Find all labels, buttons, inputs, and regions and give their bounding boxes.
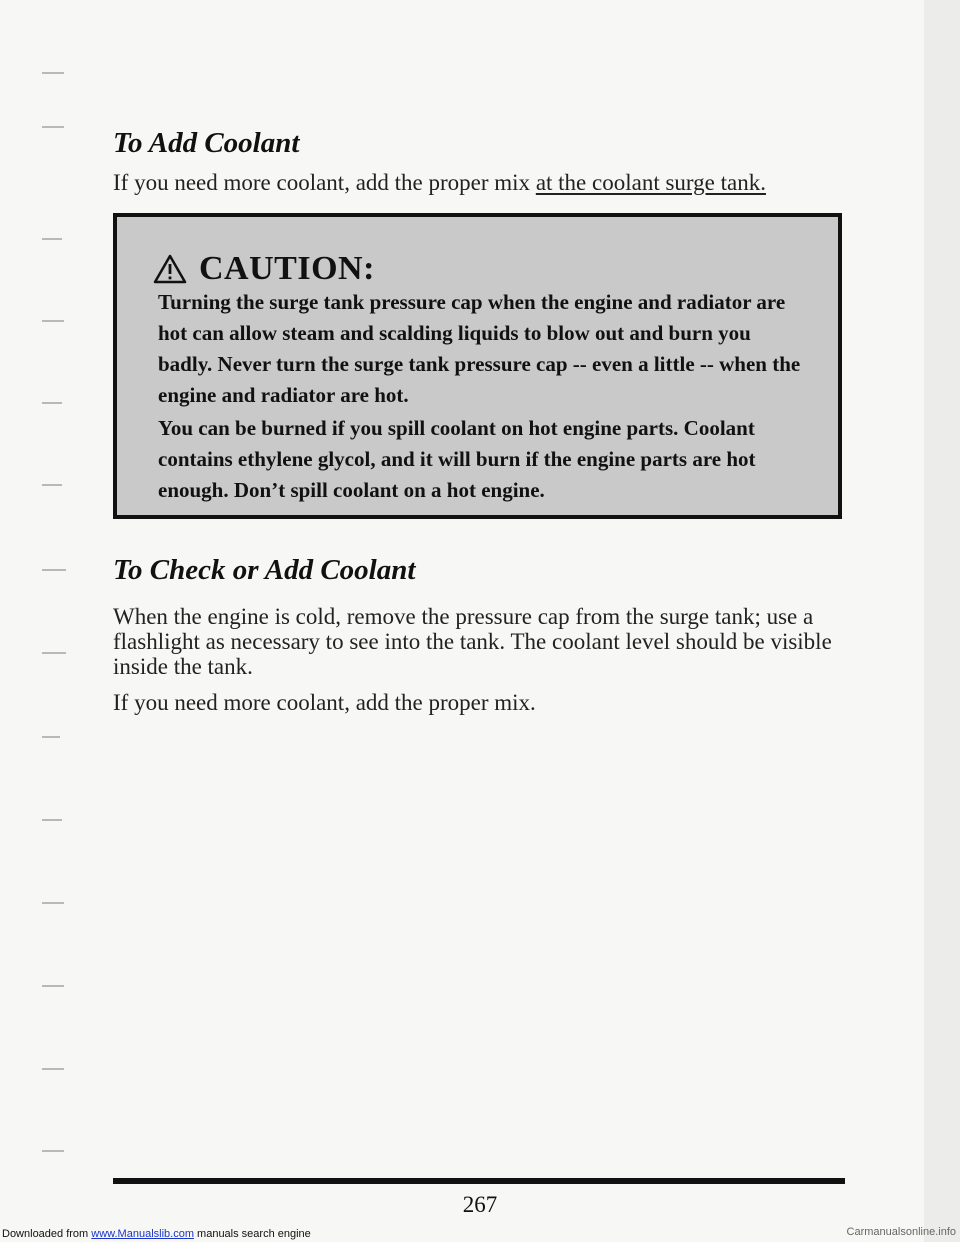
caution-header xyxy=(153,250,375,288)
section-heading-check-add-coolant: To Check or Add Coolant xyxy=(113,554,416,586)
margin-mark xyxy=(42,238,62,240)
manualslib-link[interactable]: www.Manualslib.com xyxy=(91,1228,194,1240)
caution-box xyxy=(113,213,842,519)
margin-mark xyxy=(42,569,66,571)
margin-mark xyxy=(42,1150,64,1152)
margin-mark xyxy=(42,402,62,404)
caution-paragraph-burn: You can be burned if you spill coolant on hot engine parts. Coolant contains ethylene glycol, and it will burn if the engine parts are hot enough. Don’t spill coolant on a hot engine. xyxy=(158,416,756,502)
section-heading-add-coolant: To Add Coolant xyxy=(113,127,300,159)
margin-mark xyxy=(42,126,64,128)
scan-edge xyxy=(924,0,960,1242)
warning-triangle-icon xyxy=(153,254,187,284)
download-watermark xyxy=(2,1228,311,1240)
margin-mark xyxy=(42,484,62,486)
footer-rule xyxy=(113,1178,845,1184)
margin-mark xyxy=(42,72,64,74)
margin-mark xyxy=(42,985,64,987)
margin-mark xyxy=(42,652,66,654)
caution-title: CAUTION: xyxy=(199,250,375,287)
margin-mark xyxy=(42,902,64,904)
watermark-suffix: manuals search engine xyxy=(193,1228,311,1240)
surge-tank-underlined-text: at the coolant surge tank. xyxy=(535,170,766,195)
add-coolant-text: If you need more coolant, add the proper mix xyxy=(113,170,536,195)
margin-mark xyxy=(42,736,60,738)
page-number: 267 xyxy=(462,1192,498,1217)
add-mix-paragraph: If you need more coolant, add the proper mix. xyxy=(113,690,536,715)
check-coolant-paragraph: When the engine is cold, remove the pressure cap from the surge tank; use a flashlight as necessary to see into the tank. The coolant level should be visible inside the tank. xyxy=(113,604,832,679)
add-coolant-paragraph xyxy=(113,170,843,195)
margin-mark xyxy=(42,819,62,821)
margin-mark xyxy=(42,320,64,322)
site-watermark: Carmanualsonline.info xyxy=(846,1226,956,1238)
watermark-prefix: Downloaded from xyxy=(2,1228,92,1240)
caution-paragraph-steam: Turning the surge tank pressure cap when the engine and radiator are hot can allow steam and scalding liquids to blow out and burn you badly. Never turn the surge tank pressure cap -- even a little -- when the engine and radiator are hot. xyxy=(158,290,801,407)
margin-mark xyxy=(42,1068,64,1070)
